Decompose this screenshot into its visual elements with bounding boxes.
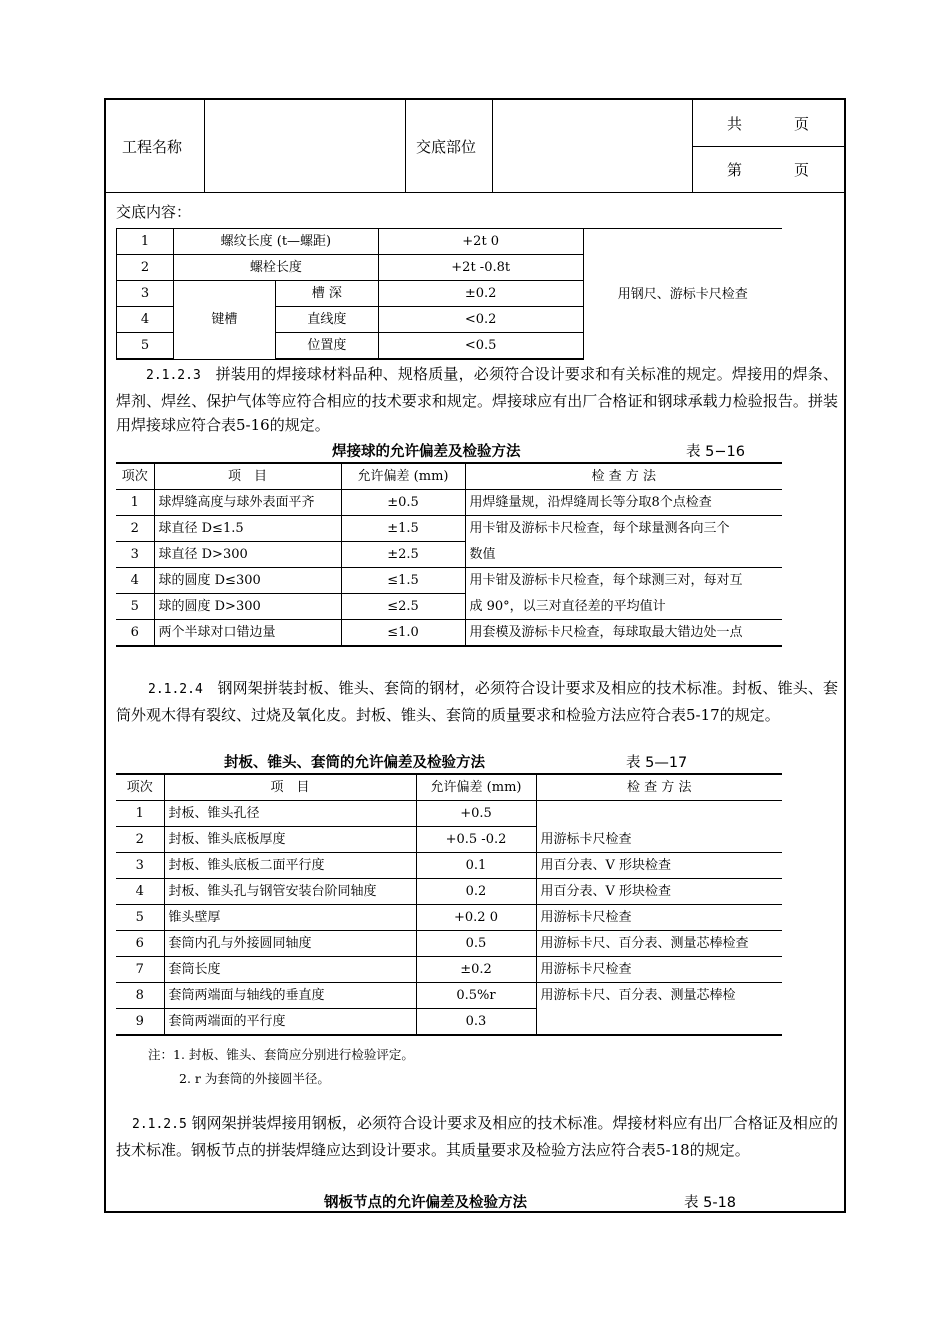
row-tolerance: 0.1 [416, 853, 536, 879]
para-text: 拼装用的焊接球材料品种、规格质量，必须符合设计要求和有关标准的规定。焊接用的焊条、焊剂、焊丝、保护气体等应符合相应的技术要求和规定。焊接球应有出厂合格证和钢球承载力检验报告。拼装用焊接球应符合表5-16的规定。 [116, 365, 838, 434]
table-517-caption: 封板、锥头、套筒的允许偏差及检验方法 [224, 755, 485, 771]
content-label: 交底内容： [116, 203, 192, 221]
row-no: 5 [116, 594, 154, 620]
project-name-value[interactable] [205, 100, 406, 192]
row-tolerance: 0.2 [416, 879, 536, 905]
row-tolerance: ≤1.5 [341, 568, 465, 594]
row-no: 4 [116, 568, 154, 594]
col-header: 检 查 方 法 [465, 463, 782, 490]
table-516-number: 表 5−16 [686, 444, 745, 460]
table-row [116, 879, 782, 905]
table-row [116, 568, 782, 594]
row-item: 螺栓长度 [173, 255, 378, 281]
row-item: 两个半球对口错边量 [154, 620, 341, 647]
table-header-row [116, 463, 782, 490]
row-item: 封板、锥头底板二面平行度 [164, 853, 416, 879]
row-method: 用游标卡尺检查 [536, 905, 782, 931]
table-row [116, 931, 782, 957]
row-no: 3 [116, 853, 164, 879]
table-517-number: 表 5—17 [626, 755, 688, 771]
row-no: 2 [116, 516, 154, 542]
row-method: 用百分表、V 形块检查 [536, 879, 782, 905]
row-tolerance: ≤1.0 [341, 620, 465, 647]
table-517 [116, 773, 782, 1036]
row-no: 5 [117, 333, 174, 360]
row-no: 9 [116, 1009, 164, 1036]
row-tolerance: ≤2.5 [341, 594, 465, 620]
row-no: 3 [117, 281, 174, 307]
page-number-cell [693, 146, 844, 192]
table-row [116, 827, 782, 853]
table-row [116, 957, 782, 983]
table-row [116, 853, 782, 879]
row-no: 4 [116, 879, 164, 905]
row-method: 用百分表、V 形块检查 [536, 853, 782, 879]
row-item: 球焊缝高度与球外表面平齐 [154, 490, 341, 516]
row-item: 套筒内孔与外接圆同轴度 [164, 931, 416, 957]
paragraph-2125 [116, 1111, 838, 1162]
paragraph-2123 [116, 362, 838, 438]
row-method: 成 90°，以三对直径差的平均值计 [465, 594, 782, 620]
col-header: 允许偏差 (mm) [416, 774, 536, 801]
row-item: 封板、锥头孔径 [164, 801, 416, 827]
row-item: 封板、锥头底板厚度 [164, 827, 416, 853]
row-sub: 槽 深 [275, 281, 378, 307]
row-no: 6 [116, 620, 154, 647]
row-no: 5 [116, 905, 164, 931]
row-item: 螺纹长度 (t—螺距) [173, 229, 378, 255]
row-method: 用游标卡尺检查 [536, 827, 782, 853]
para-text: 钢网架拼装焊接用钢板，必须符合设计要求及相应的技术标准。焊接材料应有出厂合格证及相应的技术标准。钢板节点的拼装焊缝应达到设计要求。其质量要求及检验方法应符合表5-18的规定。 [116, 1114, 838, 1159]
row-no: 7 [116, 957, 164, 983]
row-tolerance: +0.2 0 [416, 905, 536, 931]
row-tolerance: 0.5%r [416, 983, 536, 1009]
row-item: 球的圆度 D>300 [154, 594, 341, 620]
row-method: 用游标卡尺、百分表、测量芯棒检查 [536, 931, 782, 957]
table-row [116, 620, 782, 647]
table-row [117, 229, 783, 255]
col-header: 项次 [116, 463, 154, 490]
row-tolerance: 0.5 [416, 931, 536, 957]
row-tolerance: ±0.2 [416, 957, 536, 983]
row-item: 套筒两端面的平行度 [164, 1009, 416, 1036]
row-method [536, 1009, 782, 1036]
row-tolerance: <0.5 [378, 333, 583, 360]
col-header: 项 目 [154, 463, 341, 490]
para-number: 2.1.2.3 [146, 368, 201, 383]
para-number: 2.1.2.4 [148, 682, 203, 697]
row-item: 封板、锥头孔与钢管安装台阶同轴度 [164, 879, 416, 905]
row-group: 键槽 [173, 281, 275, 360]
row-no: 4 [117, 307, 174, 333]
page-label: 第 [727, 160, 743, 179]
row-sub: 直线度 [275, 307, 378, 333]
total-pages-label: 共 [727, 114, 743, 133]
row-no: 1 [116, 490, 154, 516]
row-tolerance: ±2.5 [341, 542, 465, 568]
row-sub: 位置度 [275, 333, 378, 360]
table-518-number: 表 5-18 [684, 1195, 737, 1211]
row-method: 用游标卡尺检查 [536, 957, 782, 983]
row-tolerance: +2t -0.8t [378, 255, 583, 281]
row-tolerance: <0.2 [378, 307, 583, 333]
page-unit: 页 [794, 160, 810, 179]
table-row [116, 516, 782, 542]
row-no: 2 [116, 827, 164, 853]
row-tolerance: +2t 0 [378, 229, 583, 255]
row-no: 1 [116, 801, 164, 827]
header-grid [106, 100, 844, 193]
row-no: 3 [116, 542, 154, 568]
row-item: 球直径 D≤1.5 [154, 516, 341, 542]
table-row [116, 801, 782, 827]
row-item: 套筒长度 [164, 957, 416, 983]
row-no: 2 [117, 255, 174, 281]
row-no: 8 [116, 983, 164, 1009]
location-value[interactable] [493, 100, 693, 192]
row-tolerance: ±1.5 [341, 516, 465, 542]
table-row [116, 983, 782, 1009]
col-header: 项次 [116, 774, 164, 801]
row-tolerance: +0.5 [416, 801, 536, 827]
table-517-note-1: 注：1. 封板、锥头、套筒应分别进行检验评定。 [148, 1047, 414, 1062]
table-top [116, 228, 782, 360]
para-text: 钢网架拼装封板、锥头、套筒的钢材，必须符合设计要求及相应的技术标准。封板、锥头、套筒外观木得有裂纹、过烧及氧化皮。封板、锥头、套筒的质量要求和检验方法应符合表5-17的规定。 [116, 679, 838, 724]
row-tolerance: 0.3 [416, 1009, 536, 1036]
col-header: 检 查 方 法 [536, 774, 782, 801]
table-row [116, 905, 782, 931]
row-tolerance: +0.5 -0.2 [416, 827, 536, 853]
paragraph-2124 [116, 676, 838, 727]
row-method: 用游标卡尺、百分表、测量芯棒检 [536, 983, 782, 1009]
table-row [116, 594, 782, 620]
document-frame [104, 98, 846, 1213]
table-row [116, 490, 782, 516]
row-tolerance: ±0.2 [378, 281, 583, 307]
table-517-note-2: 2. r 为套筒的外接圆半径。 [179, 1071, 330, 1086]
row-method: 用卡钳及游标卡尺检查，每个球测三对，每对互 [465, 568, 782, 594]
table-516 [116, 462, 782, 647]
row-item: 锥头壁厚 [164, 905, 416, 931]
project-name-label: 工程名称 [106, 100, 205, 192]
row-method: 用卡钳及游标卡尺检查，每个球量测各向三个 [465, 516, 782, 542]
row-no: 1 [117, 229, 174, 255]
row-method: 数值 [465, 542, 782, 568]
table-518-caption: 钢板节点的允许偏差及检验方法 [324, 1195, 527, 1211]
row-method [536, 801, 782, 827]
row-item: 套筒两端面与轴线的垂直度 [164, 983, 416, 1009]
row-no: 6 [116, 931, 164, 957]
row-method: 用钢尺、游标卡尺检查 [583, 229, 782, 360]
table-header-row [116, 774, 782, 801]
row-method: 用套模及游标卡尺检查，每球取最大错边处一点 [465, 620, 782, 647]
row-item: 球的圆度 D≤300 [154, 568, 341, 594]
row-method: 用焊缝量规，沿焊缝周长等分取8个点检查 [465, 490, 782, 516]
location-label: 交底部位 [406, 100, 493, 192]
table-row [116, 1009, 782, 1036]
table-516-caption: 焊接球的允许偏差及检验方法 [332, 444, 521, 460]
row-item: 球直径 D>300 [154, 542, 341, 568]
total-pages-cell [693, 100, 844, 147]
para-number: 2.1.2.5 [132, 1117, 187, 1132]
col-header: 项 目 [164, 774, 416, 801]
table-row [116, 542, 782, 568]
col-header: 允许偏差 (mm) [341, 463, 465, 490]
total-pages-unit: 页 [794, 114, 810, 133]
row-tolerance: ±0.5 [341, 490, 465, 516]
